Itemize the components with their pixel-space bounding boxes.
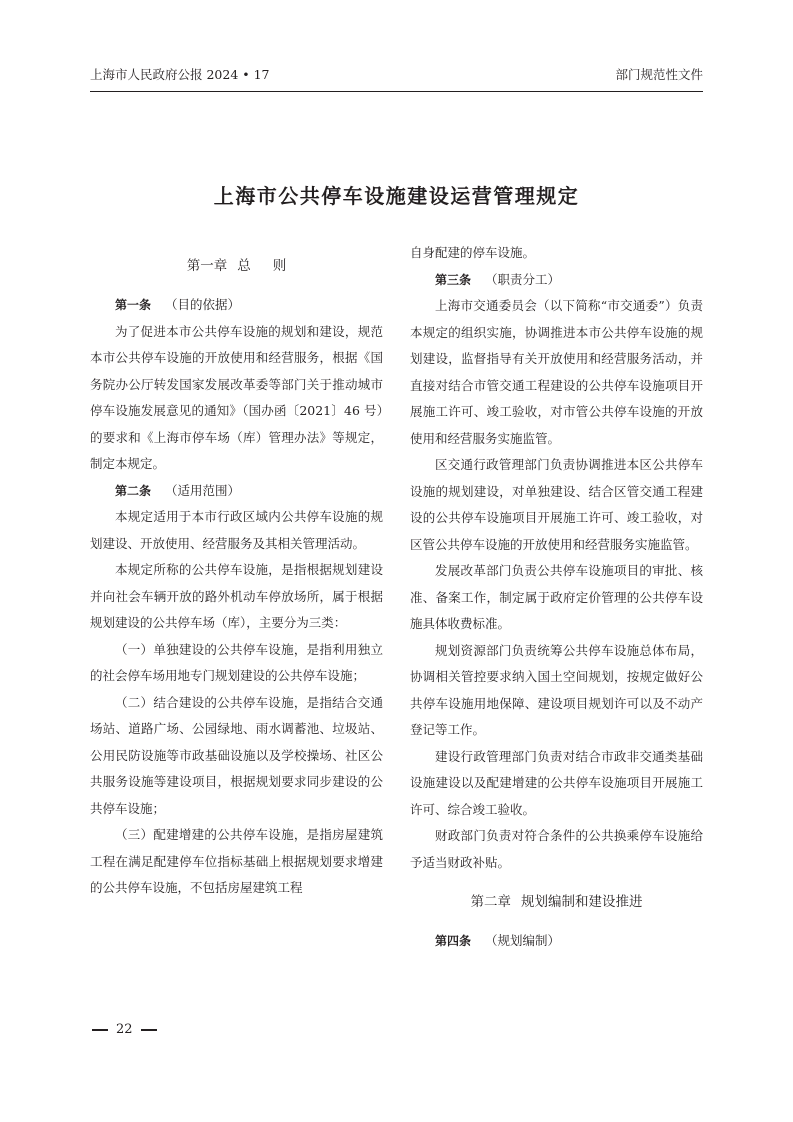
article-2-item-2: （二）结合建设的公共停车设施，是指结合交通场站、道路广场、公园绿地、雨水调蓄池、垃圾站、公用民防设施等市政基础设施以及学校操场、社区公共服务设施等建设项目，根据规划要求同步建设的公共停车设施； — [90, 694, 383, 816]
chapter-1-word-2: 则 — [272, 258, 287, 274]
article-1-heading — [90, 292, 383, 319]
article-2-paragraph-1: 本规定适用于本市行政区域内公共停车设施的规划建设、开放使用、经营服务及其相关管理活动。 — [90, 509, 383, 551]
article-3-paragraph-1: 上海市交通委员会（以下简称“市交通委”）负责本规定的组织实施，协调推进本市公共停车设施的规划建设，监督指导有关开放使用和经营服务活动，并直接对结合市管交通工程建设的公共停车设施项目开展施工许可、竣工验收，对市管公共停车设施的开放使用和经营服务实施监管。 — [410, 298, 703, 446]
chapter-1-word-1: 总 — [237, 258, 251, 274]
article-3-paragraph-3: 发展改革部门负责公共停车设施项目的审批、核准、备案工作，制定属于政府定价管理的公共停车设施具体收费标准。 — [410, 563, 703, 631]
article-2-number: 第二条 — [115, 483, 152, 498]
chapter-2-label: 第二章 — [470, 894, 511, 910]
header-divider — [90, 91, 703, 92]
article-2-topic: （适用范围） — [165, 482, 241, 498]
chapter-1-heading — [90, 240, 383, 292]
article-4-heading — [410, 928, 703, 955]
article-2-item-3: （三）配建增建的公共停车设施，是指房屋建筑工程在满足配建停车位指标基础上根据规划要求增建的公共停车设施，不包括房屋建筑工程 — [90, 827, 383, 895]
article-3-number: 第三条 — [435, 272, 472, 287]
chapter-2-heading — [410, 876, 703, 928]
article-4-topic: （规划编制） — [485, 933, 561, 948]
page-dash-left — [92, 1029, 108, 1031]
left-column — [90, 240, 383, 902]
article-1-number: 第一条 — [115, 298, 152, 312]
article-2-item-3-continued: 自身配建的停车设施。 — [410, 245, 536, 260]
chapter-1-label: 第一章 — [186, 258, 228, 274]
article-2-paragraph-2: 本规定所称的公共停车设施，是指根据规划建设并向社会车辆开放的路外机动车停放场所，属于根据规划建设的公共停车场（库），主要分为三类： — [90, 562, 383, 630]
article-1-topic: （目的依据） — [165, 297, 241, 312]
article-1-paragraph: 为了促进本市公共停车设施的规划和建设，规范本市公共停车设施的开放使用和经营服务，根据《国务院办公厅转发国家发展改革委等部门关于推动城市停车设施发展意见的通知》（国办函〔2021〕46 号）的要求和《上海市停车场（库）管理办法》等规定，制定本规定。 — [90, 323, 383, 471]
publication-header: 上海市人民政府公报 2024 • 17 — [90, 67, 270, 82]
right-column — [410, 240, 703, 955]
page-dash-right — [141, 1029, 157, 1031]
document-title: 上海市公共停车设施建设运营管理规定 — [213, 184, 580, 208]
page-number-value: 22 — [116, 1022, 133, 1037]
article-2-heading — [90, 478, 383, 505]
chapter-2-name: 规划编制和建设推进 — [521, 894, 643, 910]
page-number — [92, 1021, 157, 1039]
document-category: 部门规范性文件 — [615, 67, 703, 82]
article-3-paragraph-5: 建设行政管理部门负责对结合市政非交通类基础设施建设以及配建增建的公共停车设施项目开展施工许可、综合竣工验收。 — [410, 748, 703, 817]
article-3-paragraph-4: 规划资源部门负责统筹公共停车设施总体布局，协调相关管控要求纳入国土空间规划，按规定做好公共停车设施用地保障、建设项目规划许可以及不动产登记等工作。 — [410, 642, 703, 737]
article-2-item-1: （一）单独建设的公共停车设施，是指利用独立的社会停车场用地专门规划建设的公共停车设施； — [90, 641, 383, 683]
article-3-paragraph-6: 财政部门负责对符合条件的公共换乘停车设施给予适当财政补贴。 — [410, 828, 703, 870]
article-3-heading — [410, 267, 703, 294]
article-3-topic: （职责分工） — [485, 271, 561, 287]
article-3-paragraph-2: 区交通行政管理部门负责协调推进本区公共停车设施的规划建设，对单独建设、结合区管交通工程建设的公共停车设施项目开展施工许可、竣工验收，对区管公共停车设施的开放使用和经营服务实施监管。 — [410, 457, 703, 552]
article-4-number: 第四条 — [435, 934, 472, 948]
